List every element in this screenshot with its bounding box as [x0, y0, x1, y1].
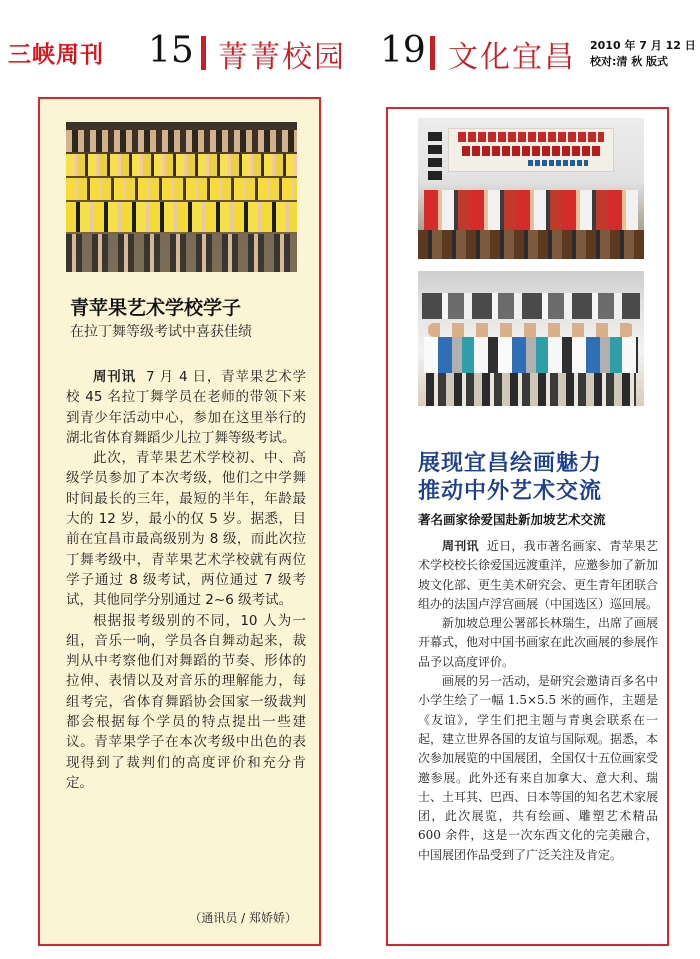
article-subheadline: 著名画家徐爱国赴新加坡艺术交流 [418, 512, 606, 527]
page-header-left [8, 32, 348, 82]
right-article [386, 107, 669, 946]
dateline: 周刊讯 [93, 369, 136, 385]
headline-line: 展现宜昌绘画魅力 [418, 450, 603, 476]
headline-line: 推动中外艺术交流 [418, 478, 603, 504]
article-headline: 青苹果艺术学校学子 [70, 297, 242, 319]
article-paragraph: 此次，青苹果艺术学校初、中、高级学员参加了本次考级，他们之中学舞时间最长的三年，最短的半年，年龄最大的 12 岁，最小的仅 5 岁。据悉，目前在宜昌市最高级别为 8 级，而此次拉丁舞考级中，青苹果艺术学校就有两位学子通过 8 级考试，两位通过 7 级考试，其他同学分别通过 2~6 级考试。 [66, 450, 306, 609]
article-body [418, 537, 658, 865]
article-body [66, 367, 306, 793]
article-paragraph: 根据报考级别的不同，10 人为一组，音乐一响，学员各自舞动起来，裁判从中考察他们对舞蹈的节奏、形体的拉伸、表情以及对音乐的理解能力，每组考完，省体育舞蹈协会国家一级裁判都会根据每个学员的特点提出一些建议。青苹果学子在本次考级中出色的表现得到了裁判们的高度评价和充分肯定。 [66, 612, 306, 791]
header-divider [201, 36, 206, 70]
exhibition-opening-photo [418, 118, 644, 259]
article-paragraph: 周刊讯 近日，我市著名画家、青苹果艺术学校校长徐爱国远渡重洋，应邀参加了新加坡文化部、更生美术研究会、更生青年团联合组办的法国卢浮宫画展（中国选区）巡回展。 [418, 539, 659, 611]
article-subheadline: 在拉丁舞等级考试中喜获佳绩 [70, 324, 252, 340]
artists-group-photo [418, 271, 644, 406]
article-paragraph: 周刊讯 7 月 4 日，青苹果艺术学校 45 名拉丁舞学员在老师的带领下来到青少年活动中心，参加在这里举行的湖北省体育舞蹈少儿拉丁舞等级考试。 [66, 369, 307, 446]
article-headline [418, 449, 654, 505]
article-byline: （通讯员 / 郑娇娇） [189, 911, 297, 925]
brand-logo: 三峡周刊 [8, 42, 104, 68]
page-number: 19 [380, 30, 426, 71]
section-title: 菁菁校园 [218, 40, 346, 75]
issue-date: 2010 年 7 月 12 日 [590, 39, 696, 52]
page-number: 15 [148, 30, 194, 71]
dateline: 周刊讯 [442, 539, 479, 553]
children-dance-group-photo [66, 122, 297, 272]
article-paragraph: 画展的另一活动，是研究会邀请百多名中小学生绘了一幅 1.5×5.5 米的画作，主题是《友谊》，学生们把主题与青奥会联系在一起，建立世界各国的友谊与国际观。据悉，本次参加展览的中国展团，全国仅十五位画家受邀参展。此外还有来自加拿大、意大利、瑞士、土耳其、巴西、日本等国的知名艺术家展团，此次展览，共有绘画、雕塑艺术精品 600 余件，这是一次东西文化的完美融合，中国展团作品受到了广泛关注及肯定。 [418, 674, 659, 862]
header-divider [430, 36, 435, 70]
article-paragraph: 新加坡总理公署部长林瑞生，出席了画展开幕式，他对中国书画家在此次画展的参展作品予以高度评价。 [418, 616, 659, 669]
page-header-right [380, 32, 700, 82]
proofreader-line: 校对:清 秋 版式 [590, 55, 669, 68]
section-title: 文化宜昌 [448, 40, 576, 75]
issue-meta [590, 38, 696, 70]
left-article [38, 97, 321, 946]
